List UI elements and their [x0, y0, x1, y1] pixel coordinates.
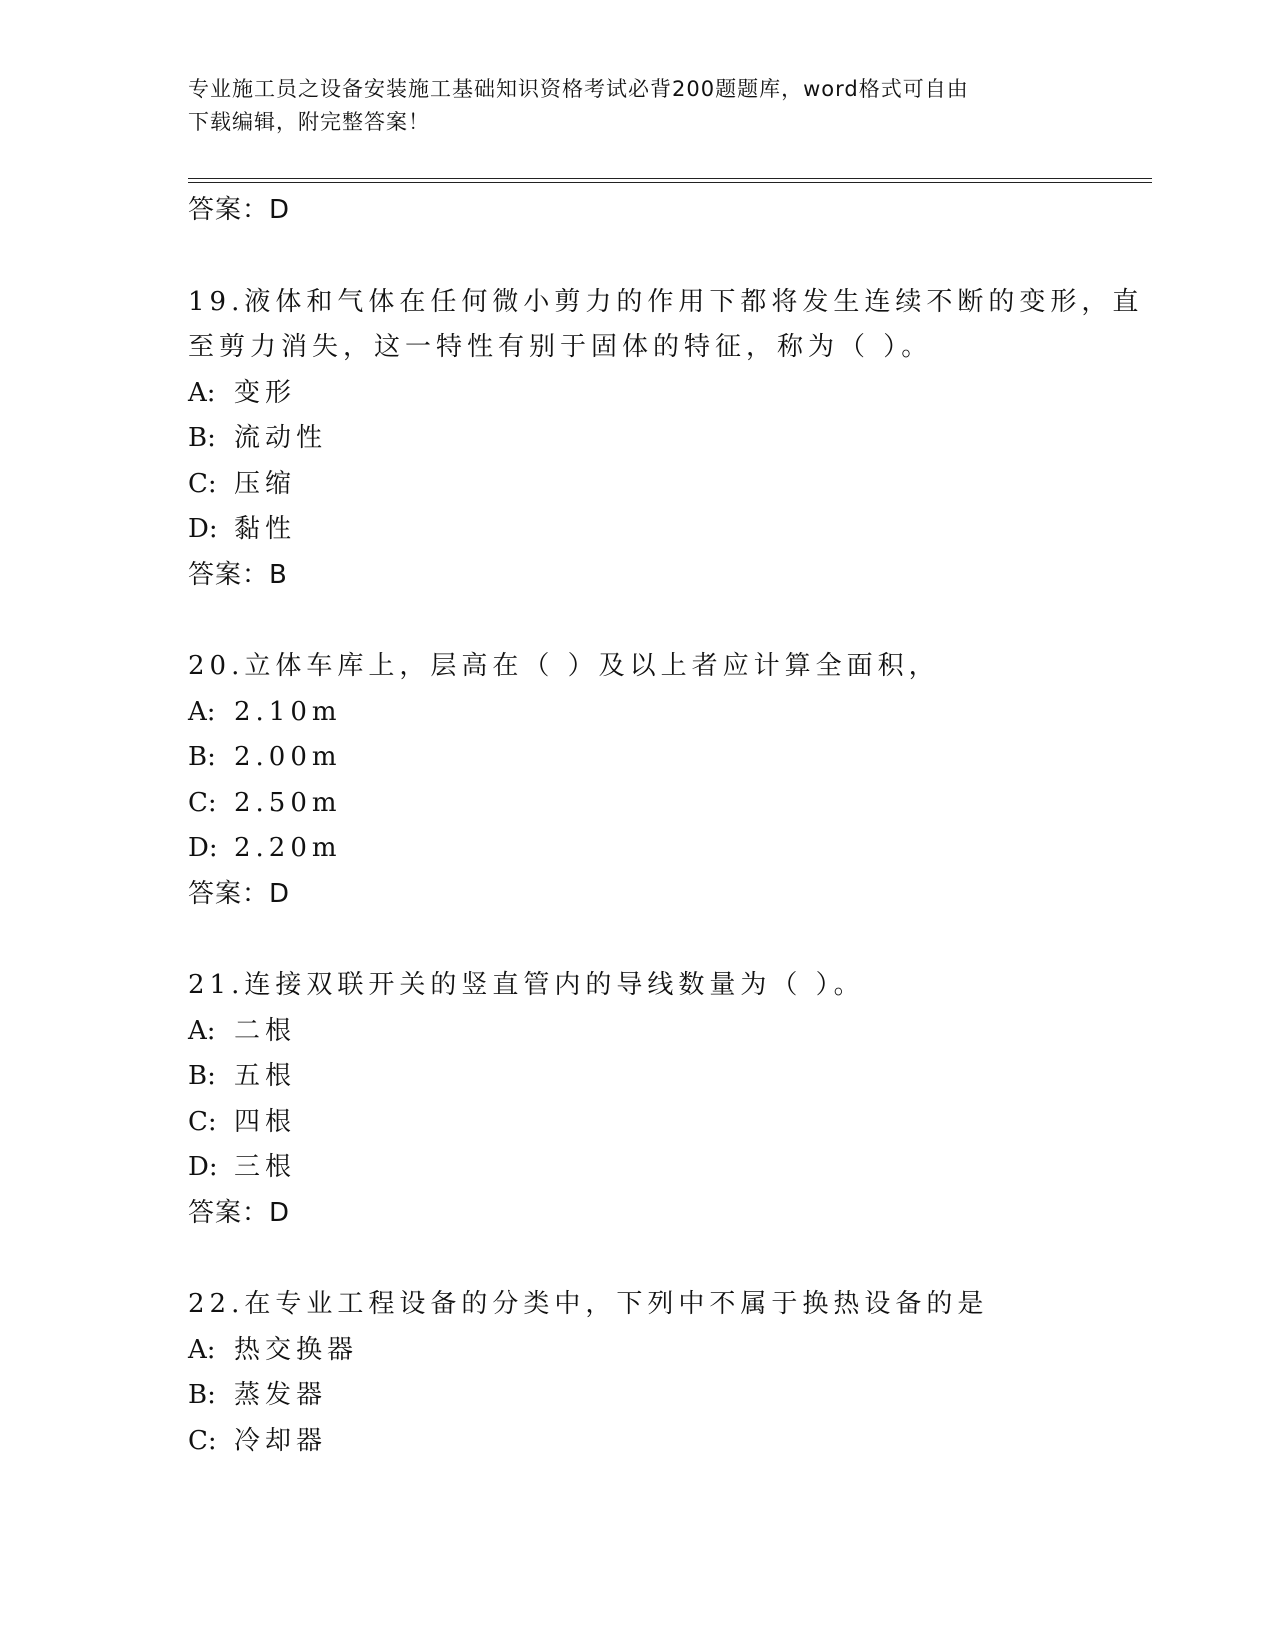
option-key: A:: [188, 1015, 216, 1046]
header-divider-top: [188, 178, 1152, 179]
option-c: [188, 1100, 1138, 1146]
answer-line: 答案：D: [188, 878, 291, 909]
option-c: [188, 1419, 1138, 1465]
option-key: C:: [188, 468, 217, 499]
option-a: [188, 1009, 1138, 1055]
option-text: 热交换器: [234, 1334, 359, 1365]
option-text: 黏性: [234, 514, 297, 544]
option-b: [188, 1373, 1138, 1419]
option-key: D:: [188, 833, 218, 863]
option-text: 冷却器: [234, 1425, 328, 1456]
option-key: B:: [188, 423, 216, 453]
option-text: 蒸发器: [234, 1380, 328, 1410]
header-divider-bottom: [188, 182, 1152, 183]
document-header: [188, 73, 1088, 139]
option-key: A:: [188, 696, 216, 727]
answer-line: 答案：D: [188, 1197, 291, 1228]
option-key: A:: [188, 377, 216, 408]
option-c: [188, 781, 1138, 827]
option-text: 压缩: [234, 468, 297, 499]
option-key: B:: [188, 1380, 216, 1410]
option-key: C:: [188, 787, 217, 818]
option-text: 2.10m: [234, 696, 342, 727]
option-d: [188, 507, 1138, 553]
option-a: [188, 1328, 1138, 1374]
option-text: 2.50m: [234, 787, 342, 818]
option-a: [188, 371, 1138, 417]
question-19: [188, 280, 1144, 599]
option-text: 三根: [234, 1152, 297, 1182]
option-key: B:: [188, 1061, 216, 1091]
option-b: [188, 735, 1138, 781]
question-text-line: 21.连接双联开关的竖直管内的导线数量为（ ）。: [188, 970, 865, 1000]
answer-line: 答案：B: [188, 559, 288, 590]
option-d: [188, 826, 1138, 872]
option-text: 二根: [234, 1015, 297, 1046]
question-list: [188, 188, 1144, 1464]
option-text: 2.20m: [234, 833, 342, 863]
option-key: D:: [188, 514, 218, 544]
option-text: 变形: [234, 377, 297, 408]
question-text-line: 19.液体和气体在任何微小剪力的作用下都将发生连续不断的变形，直: [188, 286, 1144, 317]
option-key: D:: [188, 1152, 218, 1182]
option-c: [188, 462, 1138, 508]
question-text-line: 20.立体车库上，层高在（ ）及以上者应计算全面积，: [188, 651, 940, 681]
question-22: [188, 1282, 1138, 1464]
option-text: 五根: [234, 1061, 297, 1091]
question-20: [188, 644, 1138, 917]
question-text-line: 22.在专业工程设备的分类中，下列中不属于换热设备的是: [188, 1289, 989, 1319]
option-text: 四根: [234, 1106, 297, 1137]
previous-answer: 答案：D: [188, 195, 291, 225]
option-text: 流动性: [234, 423, 328, 453]
header-line-1: 专业施工员之设备安装施工基础知识资格考试必背200题题库，word格式可自由: [188, 77, 969, 101]
option-key: B:: [188, 742, 216, 772]
option-a: [188, 690, 1138, 736]
option-key: C:: [188, 1425, 217, 1456]
option-b: [188, 416, 1138, 462]
question-text-line: 至剪力消失，这一特性有别于固体的特征，称为（ ）。: [188, 332, 933, 362]
option-key: A:: [188, 1334, 216, 1365]
option-d: [188, 1145, 1138, 1191]
option-text: 2.00m: [234, 742, 342, 772]
header-line-2: 下载编辑，附完整答案！: [188, 110, 430, 134]
option-b: [188, 1054, 1138, 1100]
option-key: C:: [188, 1106, 217, 1137]
question-21: [188, 963, 1138, 1236]
